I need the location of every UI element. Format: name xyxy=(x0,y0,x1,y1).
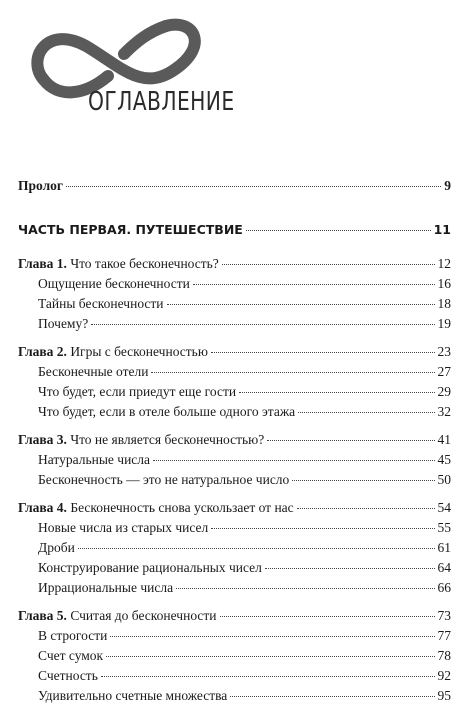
dot-leader xyxy=(211,352,435,353)
dot-leader xyxy=(298,412,434,413)
table-of-contents xyxy=(18,176,451,706)
dot-leader xyxy=(292,480,434,481)
toc-entry-chapter-5[interactable] xyxy=(18,606,451,626)
toc-subentry[interactable] xyxy=(18,686,451,706)
dot-leader xyxy=(211,528,434,529)
toc-subentry[interactable] xyxy=(18,314,451,334)
dot-leader xyxy=(176,588,434,589)
toc-entry-title: Ощущение бесконечности xyxy=(38,276,190,291)
dot-leader xyxy=(297,508,435,509)
chapter-title: Что такое бесконечность? xyxy=(70,256,219,271)
toc-subentry[interactable] xyxy=(18,646,451,666)
toc-entry-title: Удивительно счетные множества xyxy=(38,688,228,703)
toc-subentry[interactable] xyxy=(18,274,451,294)
toc-entry-chapter-3[interactable] xyxy=(18,430,451,450)
toc-subentry[interactable] xyxy=(18,470,451,490)
chapter-title: Бесконечность снова ускользает от нас xyxy=(70,500,294,515)
toc-entry-chapter-4[interactable] xyxy=(18,498,451,518)
toc-page-number: 23 xyxy=(437,344,451,359)
toc-entry-title: Иррациональные числа xyxy=(38,580,174,595)
dot-leader xyxy=(239,392,434,393)
toc-entry-title: Дроби xyxy=(38,540,75,555)
toc-entry-part-1[interactable] xyxy=(18,220,451,240)
toc-page-number: 73 xyxy=(437,608,451,623)
dot-leader xyxy=(153,460,434,461)
chapter-number: Глава 1. xyxy=(18,256,67,271)
toc-entry-title: ЧАСТЬ ПЕРВАЯ. ПУТЕШЕСТВИЕ xyxy=(18,222,243,237)
toc-page-number: 54 xyxy=(437,500,451,515)
toc-subentry[interactable] xyxy=(18,626,451,646)
chapter-number: Глава 4. xyxy=(18,500,67,515)
dot-leader xyxy=(193,284,435,285)
toc-subentry[interactable] xyxy=(18,538,451,558)
toc-page-number: 9 xyxy=(444,178,451,193)
toc-page-number: 27 xyxy=(437,364,451,379)
toc-page-number: 66 xyxy=(437,580,451,595)
dot-leader xyxy=(220,616,435,617)
dot-leader xyxy=(222,264,435,265)
chapter-number: Глава 3. xyxy=(18,432,67,447)
toc-page-number: 50 xyxy=(437,472,451,487)
toc-subentry[interactable] xyxy=(18,294,451,314)
toc-page-number: 32 xyxy=(437,404,451,419)
toc-entry-title: Почему? xyxy=(38,316,89,331)
toc-subentry[interactable] xyxy=(18,362,451,382)
toc-page-number: 64 xyxy=(437,560,451,575)
toc-page-number: 92 xyxy=(437,668,451,683)
toc-page-number: 41 xyxy=(437,432,451,447)
toc-subentry[interactable] xyxy=(18,382,451,402)
toc-entry-title: В строгости xyxy=(38,628,108,643)
toc-entry-title xyxy=(18,498,294,518)
dot-leader xyxy=(101,676,435,677)
dot-leader xyxy=(110,636,434,637)
toc-subentry[interactable] xyxy=(18,518,451,538)
toc-page-number: 12 xyxy=(437,256,451,271)
chapter-title: Считая до бесконечности xyxy=(70,608,217,623)
chapter-title: Что не является бесконечностью? xyxy=(70,432,265,447)
dot-leader xyxy=(267,440,434,441)
toc-page-number: 77 xyxy=(437,628,451,643)
toc-subentry[interactable] xyxy=(18,450,451,470)
toc-entry-title: Пролог xyxy=(18,178,64,193)
dot-leader xyxy=(66,186,441,187)
toc-entry-chapter-2[interactable] xyxy=(18,342,451,362)
toc-page-number: 78 xyxy=(437,648,451,663)
toc-entry-title: Конструирование рациональных чисел xyxy=(38,560,262,575)
toc-page-number: 18 xyxy=(437,296,451,311)
toc-entry-title xyxy=(18,254,219,274)
toc-page-number: 16 xyxy=(437,276,451,291)
dot-leader xyxy=(106,656,434,657)
toc-entry-title: Бесконечность — это не натуральное число xyxy=(38,472,290,487)
toc-page-number: 11 xyxy=(433,222,451,237)
dot-leader xyxy=(167,304,435,305)
toc-entry-title: Натуральные числа xyxy=(38,452,151,467)
toc-page-number: 29 xyxy=(437,384,451,399)
toc-entry-title xyxy=(18,342,208,362)
toc-subentry[interactable] xyxy=(18,402,451,422)
toc-page-number: 61 xyxy=(437,540,451,555)
dot-leader xyxy=(230,696,434,697)
toc-entry-title xyxy=(18,430,264,450)
chapter-number: Глава 5. xyxy=(18,608,67,623)
chapter-title: Игры с бесконечностью xyxy=(70,344,208,359)
toc-entry-prolog[interactable] xyxy=(18,176,451,196)
toc-entry-title: Что будет, если приедут еще гости xyxy=(38,384,237,399)
toc-entry-title: Бесконечные отели xyxy=(38,364,149,379)
toc-entry-title: Что будет, если в отеле больше одного этажа xyxy=(38,404,296,419)
toc-entry-title: Счетность xyxy=(38,668,98,683)
dot-leader xyxy=(246,230,431,231)
toc-subentry[interactable] xyxy=(18,578,451,598)
toc-entry-chapter-1[interactable] xyxy=(18,254,451,274)
chapter-number: Глава 2. xyxy=(18,344,67,359)
toc-page-number: 55 xyxy=(437,520,451,535)
dot-leader xyxy=(91,324,434,325)
toc-page-number: 95 xyxy=(437,688,451,703)
dot-leader xyxy=(78,548,435,549)
dot-leader xyxy=(151,372,434,373)
toc-entry-title: Новые числа из старых чисел xyxy=(38,520,209,535)
toc-entry-title xyxy=(18,606,217,626)
toc-page-number: 19 xyxy=(437,316,451,331)
toc-subentry[interactable] xyxy=(18,558,451,578)
toc-page-number: 45 xyxy=(437,452,451,467)
toc-subentry[interactable] xyxy=(18,666,451,686)
page-title: ОГЛАВЛЕНИЕ xyxy=(88,87,235,117)
dot-leader xyxy=(265,568,435,569)
toc-entry-title: Тайны бесконечности xyxy=(38,296,164,311)
toc-entry-title: Счет сумок xyxy=(38,648,104,663)
